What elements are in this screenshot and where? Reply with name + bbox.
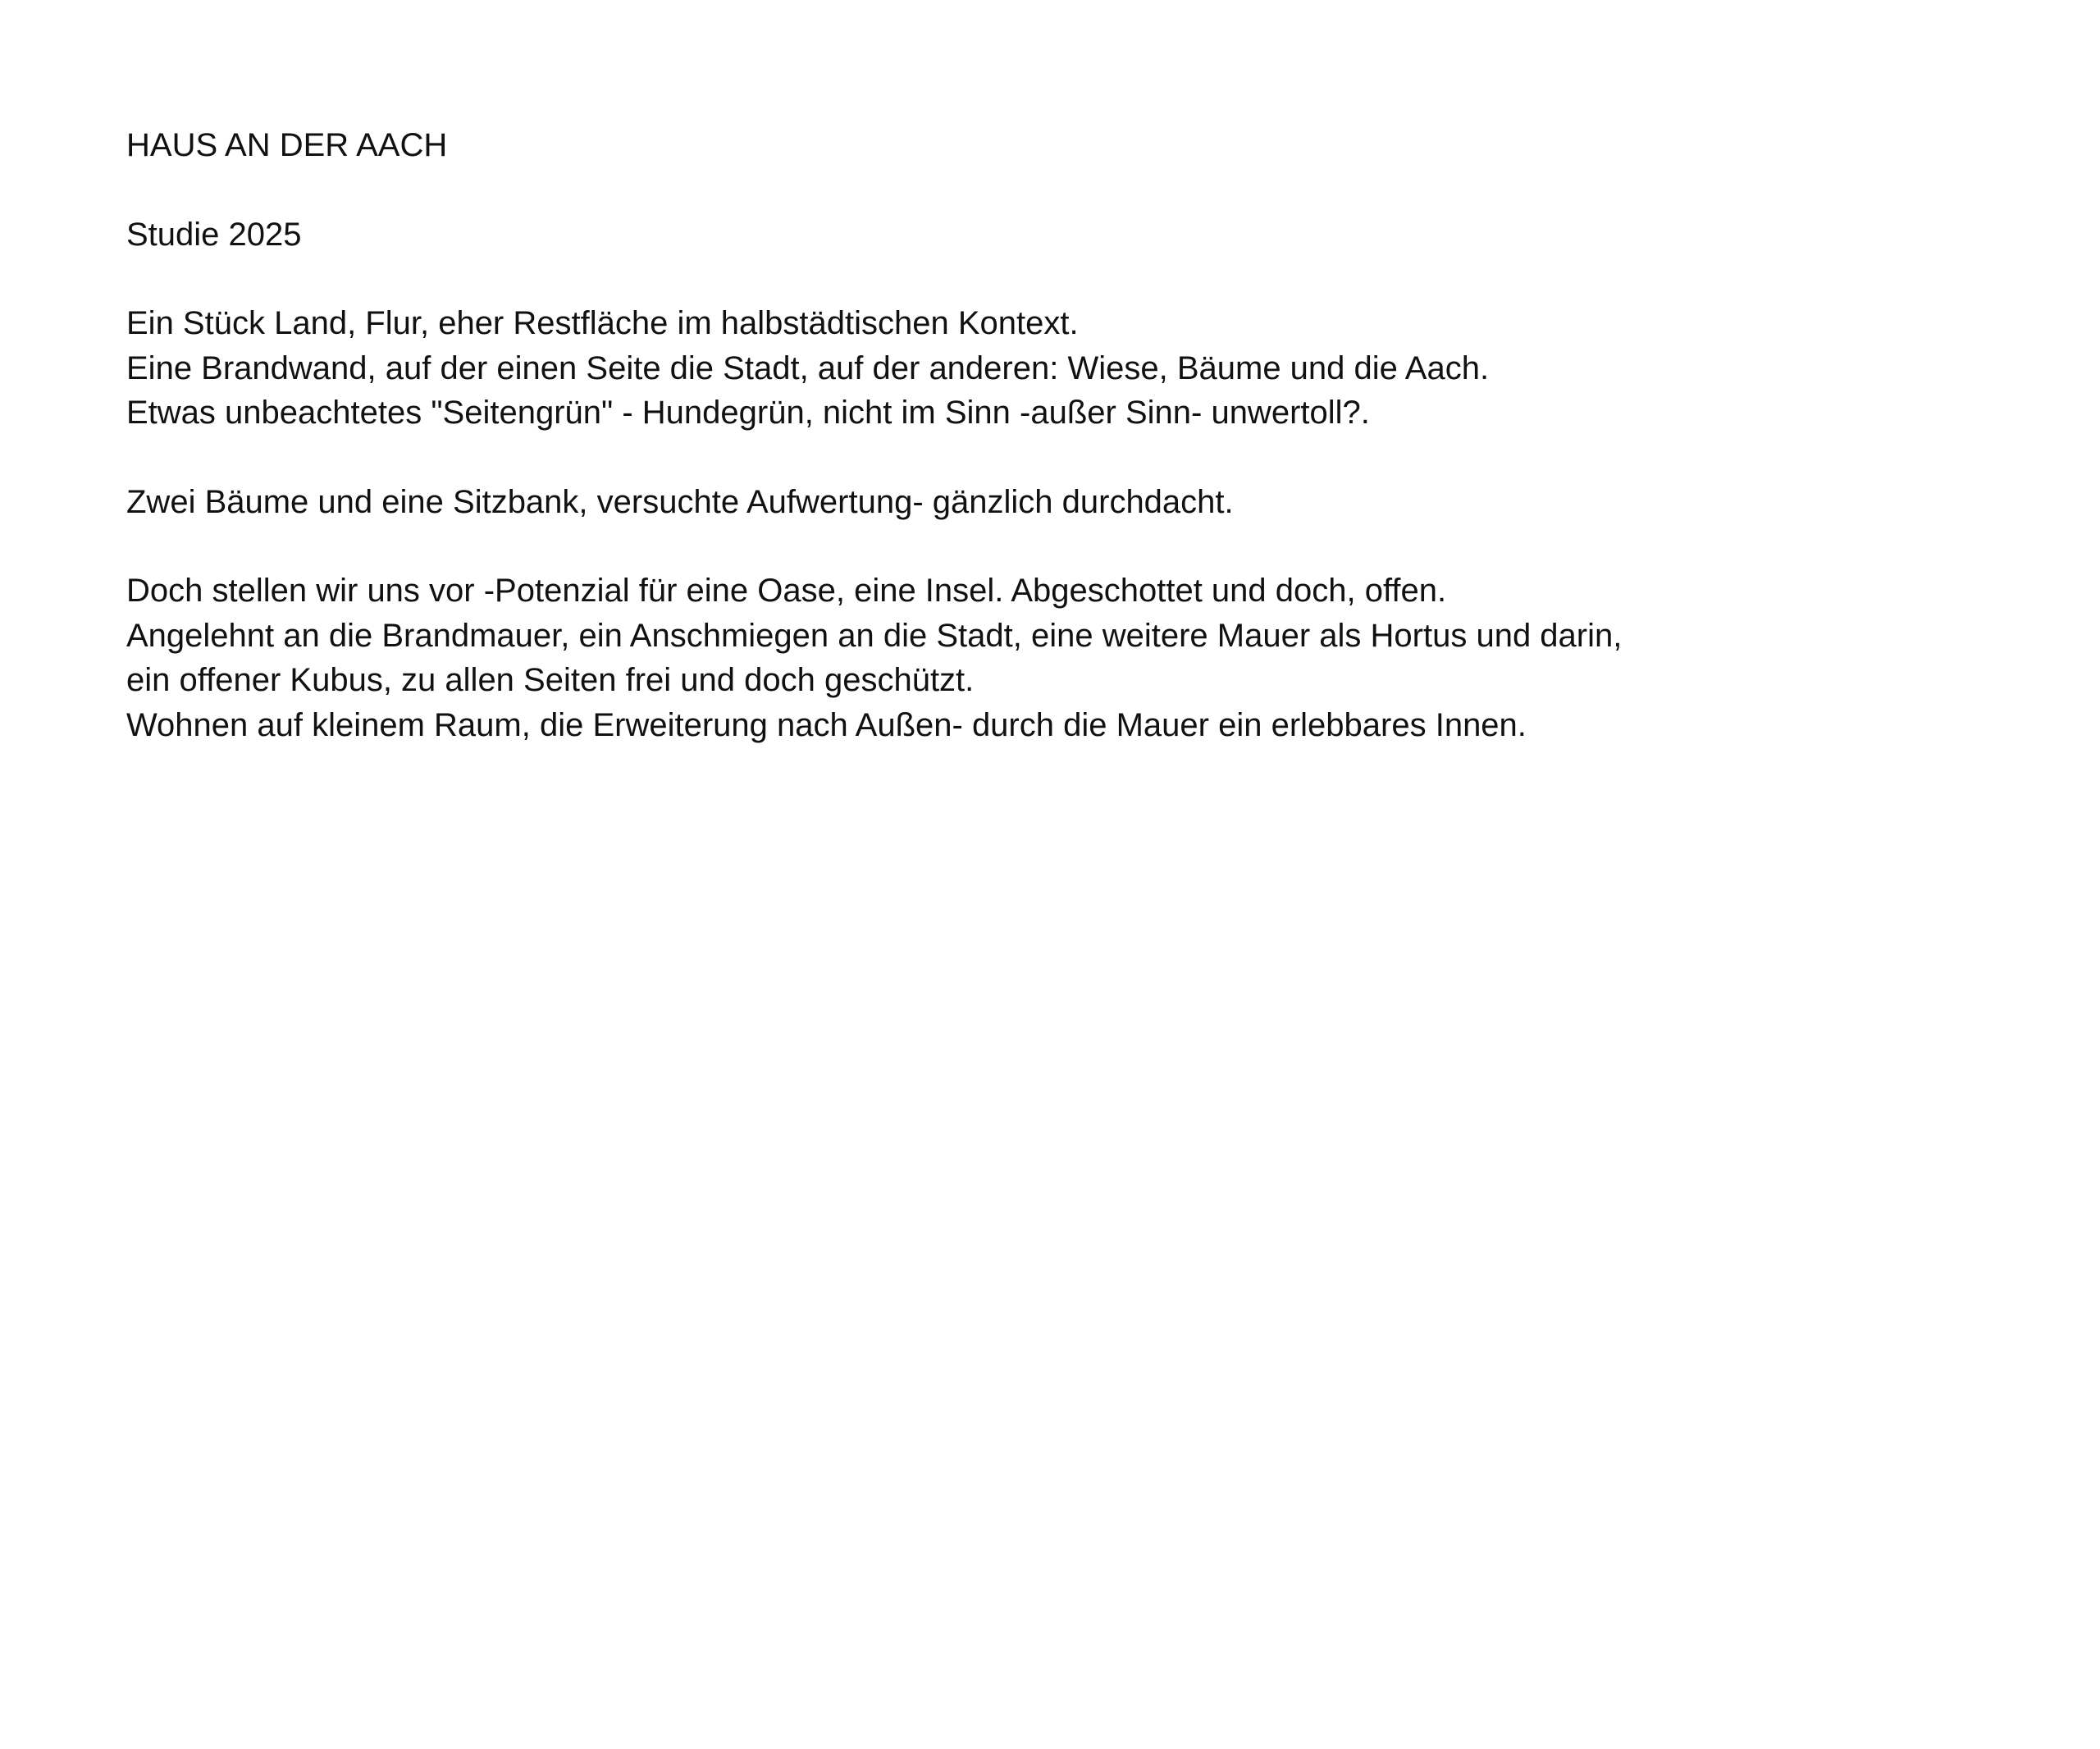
document-page xyxy=(126,123,1972,792)
document-subtitle-block xyxy=(126,212,1972,258)
document-title: HAUS AN DER AACH xyxy=(126,127,448,163)
paragraph-line: Wohnen auf kleinem Raum, die Erweiterung nach Außen- durch die Mauer ein erlebbares Innen. xyxy=(126,706,1527,743)
paragraph-line: Angelehnt an die Brandmauer, ein Anschmiegen an die Stadt, eine weitere Mauer als Hortus und darin, xyxy=(126,617,1623,654)
document-title-block xyxy=(126,123,1972,168)
paragraph-3 xyxy=(126,569,1972,747)
paragraph-line: Ein Stück Land, Flur, eher Restfläche im halbstädtischen Kontext. xyxy=(126,305,1079,341)
paragraph-line: Doch stellen wir uns vor -Potenzial für eine Oase, eine Insel. Abgeschottet und doch, offen. xyxy=(126,573,1447,609)
paragraph-line: ein offener Kubus, zu allen Seiten frei und doch geschützt. xyxy=(126,662,975,698)
paragraph-line: Zwei Bäume und eine Sitzbank, versuchte Aufwertung- gänzlich durchdacht. xyxy=(126,483,1234,520)
paragraph-2 xyxy=(126,480,1972,525)
paragraph-line: Etwas unbeachtetes "Seitengrün" - Hundegrün, nicht im Sinn -außer Sinn- unwertoll?. xyxy=(126,395,1370,431)
paragraph-line: Eine Brandwand, auf der einen Seite die Stadt, auf der anderen: Wiese, Bäume und die Aach. xyxy=(126,349,1490,386)
document-subtitle: Studie 2025 xyxy=(126,216,302,253)
paragraph-1 xyxy=(126,301,1972,436)
